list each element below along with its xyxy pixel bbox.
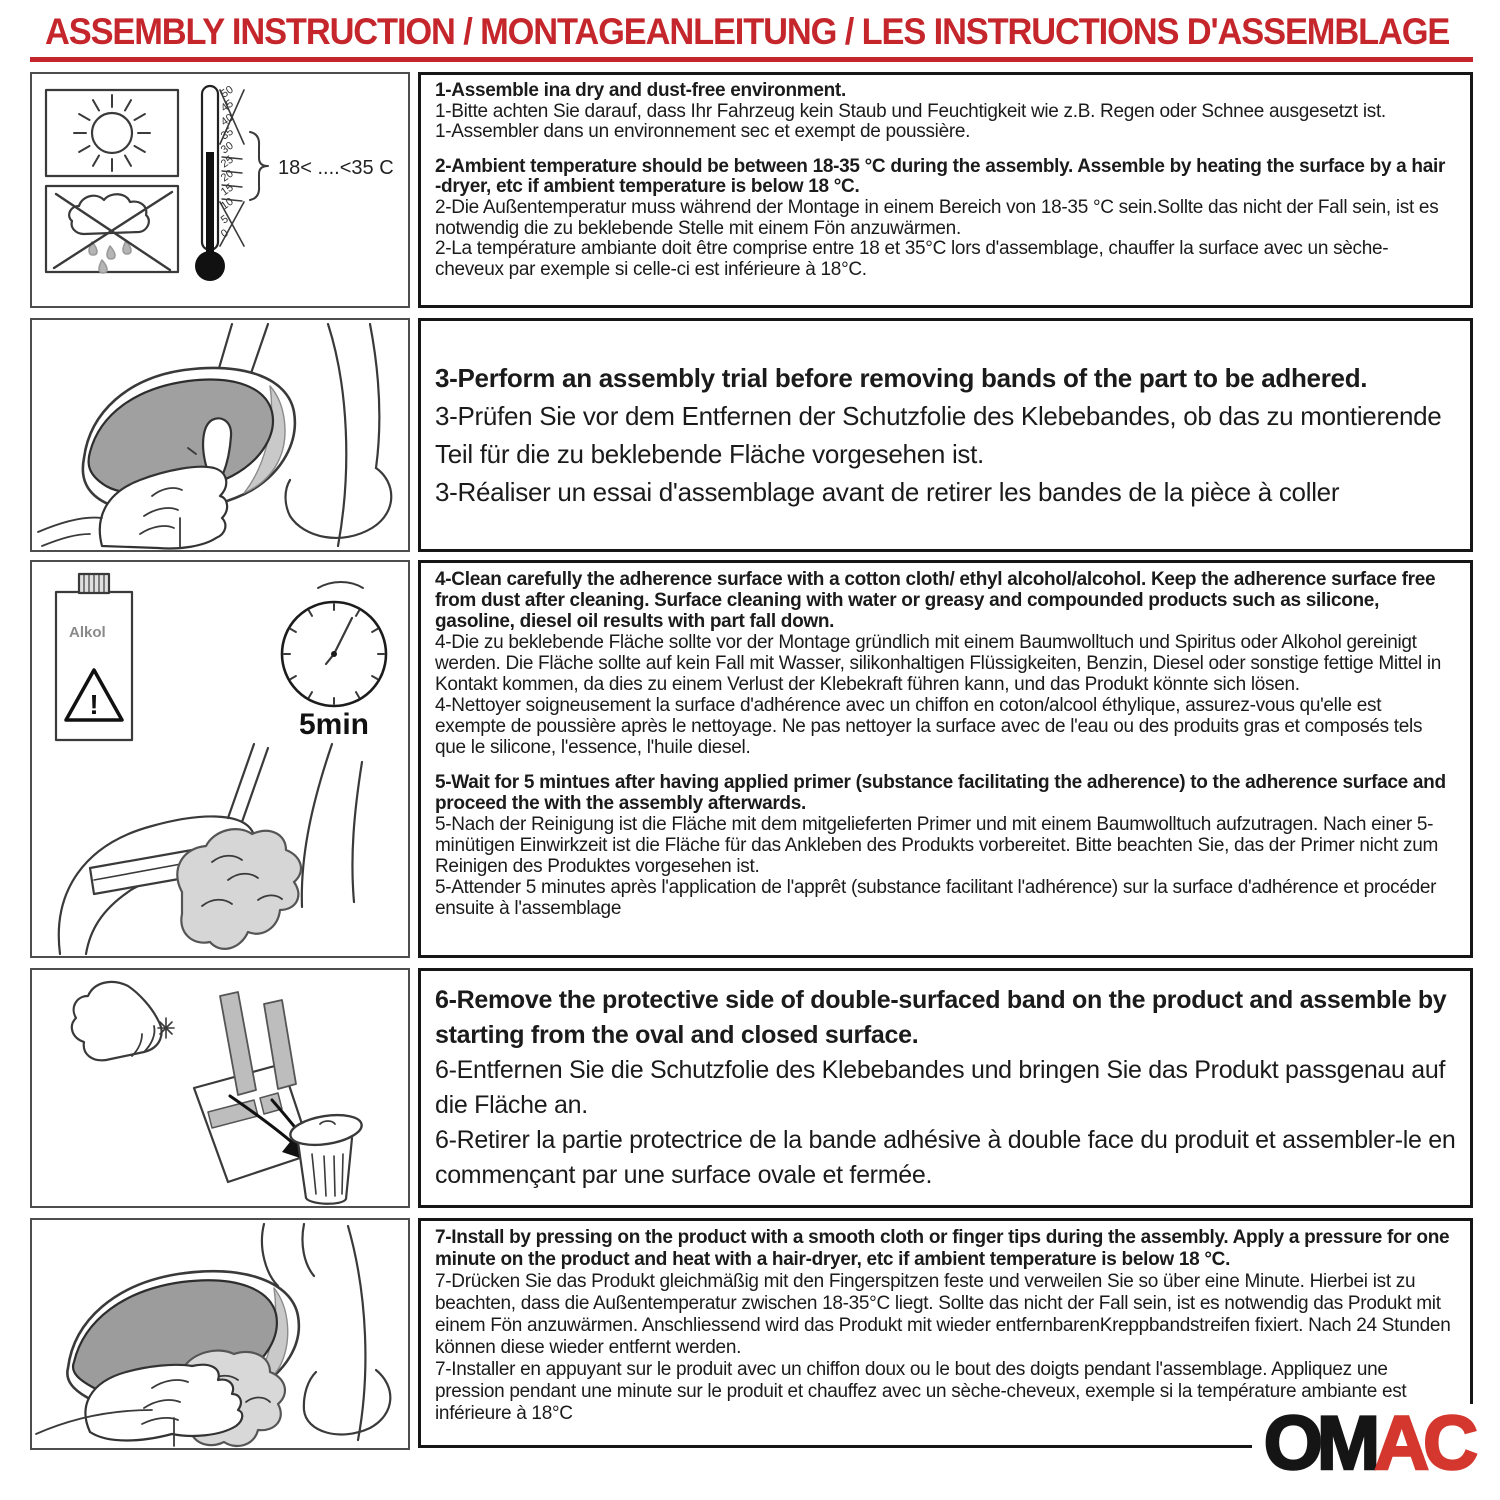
pressing-illustration — [32, 1220, 408, 1448]
step-text: 7-Installer en appuyant sur le produit avec un chiffon doux ou le bout des doigts pendant l'assemblage. Appliquez une pression pendant une minute sur le produit et chauffez avec un sèche-cheveux, exemple si la température ambiante est inférieure à 18°C — [435, 1359, 1407, 1424]
step-1-text — [418, 72, 1473, 308]
step-text: 7-Install by pressing on the product with a smooth cloth or finger tips during the assembly. Apply a pressure for one minute on the product and heat with a hair-dryer, etc if ambient temperature is below 18 °C. — [435, 1227, 1450, 1270]
cleaning-cloth — [177, 829, 301, 949]
svg-text:50: 50 — [218, 83, 236, 101]
step-text: 7-Drücken Sie das Produkt gleichmäßig mit den Fingerspitzen feste und verweilen Sie so über eine Minute. Hierbei ist zu beachten, dass die Außentemperatur zwischen 18-35°C liegt. Sollte das nicht der Fall sein, ist es notwendig das Produkt mit einem Fön anzuwärmen. Anschliessend wird das Produkt mit wieder entfernbarenKreppbandstreifen fixiert. Nach 24 Stunden können diese wieder entfernt werden. — [435, 1271, 1451, 1358]
mirror-trial-illustration — [32, 320, 408, 550]
step-2-text — [418, 318, 1473, 552]
climate-illustration — [32, 74, 408, 306]
step-text: 3-Prüfen Sie vor dem Entfernen der Schutzfolie des Klebebandes, ob das zu montierende Teil für die zu beklebende Fläche vorgesehen ist. — [435, 401, 1442, 469]
omac-logo — [1252, 1401, 1474, 1490]
step-text: 5-Wait for 5 mintues after having applied primer (substance facilitating the adherence) to the adherence surface and proceed the with the assembly afterwards. — [435, 772, 1446, 814]
step-text: 5-Attender 5 minutes après l'application de l'apprêt (substance facilitant l'adhérence) sur la surface d'adhérence et procéder ensuite à l'assemblage — [435, 877, 1437, 919]
logo-black-letters: OM — [1263, 1401, 1375, 1486]
car-door-line — [328, 324, 346, 546]
svg-text:45: 45 — [218, 97, 236, 115]
step-4-figure-band-removal — [30, 968, 410, 1208]
page-title: ASSEMBLY INSTRUCTION / MONTAGEANLEITUNG / LES INSTRUCTIONS D'ASSEMBLAGE — [45, 11, 1450, 52]
cleaning-illustration — [32, 562, 408, 956]
step-text: 1-Bitte achten Sie darauf, dass Ihr Fahrzeug kein Staub und Feuchtigkeit wie z.B. Regen oder Schnee ausgesetzt ist. — [435, 100, 1386, 122]
step-text: 4-Clean carefully the adherence surface with a cotton cloth/ ethyl alcohol/alcohol. Keep the adherence surface free from dust after cleaning. Surface cleaning with water or greasy and compounded products such as silicone, gasoline, diesel oil results with part fall down. — [435, 569, 1436, 632]
mirror-arm-lines — [262, 1224, 314, 1286]
step-text: 1-Assembler dans un environnement sec et exempt de poussière. — [435, 121, 971, 143]
thermometer-icon — [195, 83, 268, 281]
svg-text:20: 20 — [218, 167, 236, 185]
rain-crossed-icon — [54, 192, 172, 273]
step-text: 1-Assemble ina dry and dust-free environment. — [435, 80, 846, 101]
sun-icon — [74, 95, 150, 171]
logo-red-letters: AC — [1374, 1401, 1472, 1486]
step-text: 6-Entfernen Sie die Schutzfolie des Klebebandes und bringen Sie das Produkt passgenau auf die Fläche an. — [435, 1056, 1446, 1119]
step-text: 5-Nach der Reinigung ist die Fläche mit dem mitgelieferten Primer und mit einem Baumwolltuch aufzutragen. Nach einer 5-minütigen Einwirkzeit ist die Fläche für das Ankleben des Produkts vorbereitet. Bitte beachten Sie, das der Primer nicht zum Reinigen des Produktes vorgesehen ist. — [435, 814, 1439, 877]
hand-icon — [72, 982, 174, 1060]
title-underline — [30, 57, 1473, 62]
svg-text:!: ! — [89, 689, 99, 720]
step-3-text — [418, 560, 1473, 958]
svg-text:35: 35 — [218, 125, 236, 143]
bottle-label: Alkol — [69, 624, 106, 641]
step-5-figure-pressing — [30, 1218, 410, 1450]
step-text: 2-Ambient temperature should be between 18-35 °C during the assembly. Assemble by heating the surface by a hair -dryer, etc if ambient temperature is below 18 °C. — [435, 155, 1446, 198]
step-1-figure-climate — [30, 72, 410, 308]
svg-text:5: 5 — [218, 213, 231, 227]
temperature-range-label: 18< ....<35 C — [278, 157, 394, 179]
trash-can-icon — [288, 1111, 363, 1204]
step-text: 6-Remove the protective side of double-surfaced band on the product and assemble by starting from the oval and closed surface. — [435, 986, 1447, 1049]
step-2-figure-trial-fit — [30, 318, 410, 552]
step-text: 2-La température ambiante doit être comprise entre 18 et 35°C lors d'assemblage, chauffer la surface avec un sèche-cheveux par exemple si celle-ci est inférieure à 18°C. — [435, 238, 1389, 280]
step-text: 4-Die zu beklebende Fläche sollte vor der Montage gründlich mit einem Baumwolltuch und Spiritus oder Alkohol gereinigt werden. Die Fläche sollte auf kein Fall mit Wasser, silikonhaltigen Flüssigkeiten, Benzin, Diesel oder sonstige fettige Mittel in Kontakt kommen, da dies zu einem Verlust der Klebekraft führen kann, und das Produkt könnte sich lösen. — [435, 632, 1442, 695]
band-removal-illustration — [32, 970, 408, 1206]
step-4-text — [418, 968, 1473, 1208]
svg-text:25: 25 — [218, 153, 236, 171]
svg-text:0: 0 — [218, 227, 231, 241]
svg-text:10: 10 — [218, 195, 236, 213]
step-text: 2-Die Außentemperatur muss während der Montage in einem Bereich von 18-35 °C sein.Sollte das nicht der Fall sein, ist es notwendig die zu beklebende Stelle mit einem Fön anzuwärmen. — [435, 196, 1439, 239]
step-text: 3-Réaliser un essai d'assemblage avant de retirer les bandes de la pièce à coller — [435, 477, 1340, 507]
step-text: 4-Nettoyer soigneusement la surface d'adhérence avec un chiffon en coton/alcool éthylique, assurez-vous qu'elle est exempte de poussière après le nettoyage. Ne pas nettoyer la surface avec de l'eau ou des produits gras et composés tels que le silicone, l'essence, l'huile diesel. — [435, 695, 1423, 758]
svg-text:15: 15 — [218, 181, 236, 199]
step-text: 6-Retirer la partie protectrice de la bande adhésive à double face du produit et assembler-le en commençant par une surface ovale et fermée. — [435, 1126, 1456, 1189]
mirror-wipe-sketch — [59, 744, 362, 954]
clock-duration-label: 5min — [298, 708, 370, 741]
alcohol-bottle-icon — [56, 574, 132, 740]
svg-text:40: 40 — [218, 111, 236, 129]
step-3-figure-cleaning — [30, 560, 410, 958]
clock-icon — [282, 582, 386, 741]
svg-text:30: 30 — [218, 139, 236, 157]
step-text: 3-Perform an assembly trial before removing bands of the part to be adhered. — [435, 363, 1368, 393]
car-door-line — [348, 1226, 365, 1440]
